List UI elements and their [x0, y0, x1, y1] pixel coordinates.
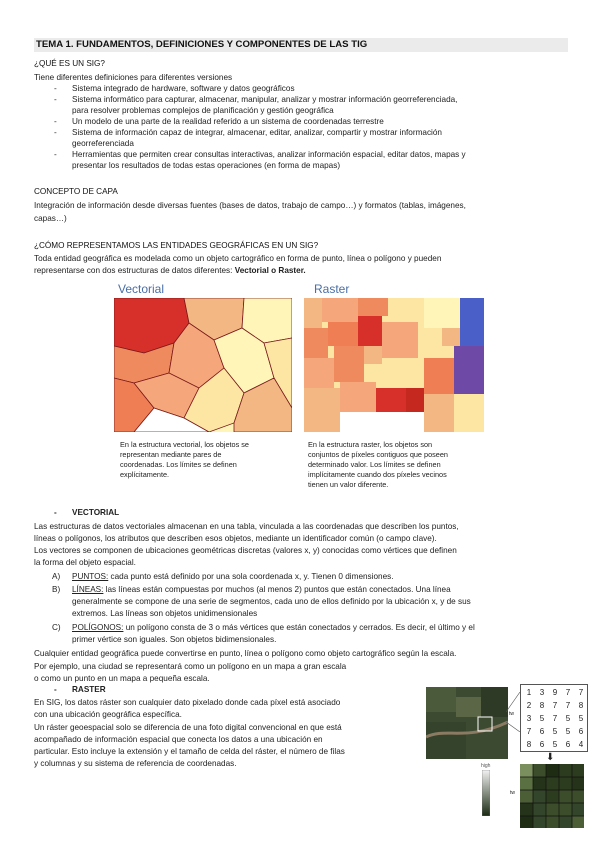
section-heading-representamos: ¿CÓMO REPRESENTAMOS LAS ENTIDADES GEOGRÁFICAS EN UN SIG? [34, 241, 319, 250]
list-item: para resolver problemas complejos de planificación y gestión geográfica [72, 106, 334, 115]
section-heading-vectorial: VECTORIAL [72, 508, 120, 517]
vectorial-text: líneas o polígonos, los atributos que describen esos objetos, mediante un identificador común (o campo clave). [34, 534, 437, 543]
item-b: LÍNEAS: las líneas están compuestas por muchos (al menos 2) puntos que están conectados. Una línea [72, 585, 451, 594]
pixel-grid-row-label: tw [510, 790, 515, 796]
grid-cell: 3 [539, 688, 545, 697]
representamos-text: representarse con dos estructuras de datos diferentes: Vectorial o Raster. [34, 266, 306, 275]
item-c: POLÍGONOS: un polígono consta de 3 o más vértices que están conectados y cerrados. Es decir, el último y el [72, 623, 475, 632]
raster-caption: En la estructura raster, los objetos son conjuntos de píxeles contiguos que poseen determinado valor. Los límites se definen implícitamente cuando dos píxeles vecinos tienen un valor diferente. [308, 440, 448, 489]
grid-cell: 7 [526, 727, 532, 736]
vectorial-after: Por ejemplo, una ciudad se representará como un polígono en un mapa a gran escala [34, 662, 347, 671]
vector-caption: En la estructura vectorial, los objetos se representan mediante pares de coordenadas. Los límites se definen explícitamente. [120, 440, 249, 479]
raster-map [304, 298, 484, 432]
bullet-dash: - [54, 685, 57, 694]
grid-cell: 8 [539, 701, 545, 710]
capa-text: Integración de información desde diversas fuentes (bases de datos, trabajo de campo…) y formatos (tablas, imágenes, [34, 201, 466, 210]
list-item: Sistema integrado de hardware, software y datos geográficos [72, 84, 295, 93]
raster-text: y columnas y su sistema de referencia de coordenadas. [34, 759, 237, 768]
bullet-dash: - [54, 128, 57, 137]
item-a: PUNTOS: cada punto está definido por una sola coordenada x, y. Tienen 0 dimensiones. [72, 572, 394, 581]
bullet-dash: - [54, 117, 57, 126]
grid-cell: 6 [539, 740, 545, 749]
raster-text: particular. Esto incluye la extensión y el tamaño de celda del ráster, el número de filas [34, 747, 345, 756]
satellite-image [426, 687, 508, 759]
grid-cell: 9 [552, 688, 558, 697]
capa-text: capas…) [34, 214, 67, 223]
page-title: TEMA 1. FUNDAMENTOS, DEFINICIONES Y COMPONENTES DE LAS TIG [34, 38, 568, 52]
bullet-dash: - [54, 508, 57, 517]
grid-cell: 2 [526, 701, 532, 710]
item-b: extremos. Las líneas son objetos unidimensionales [72, 609, 258, 618]
list-item: Herramientas que permiten crear consultas interactivas, analizar información espacial, editar datos, mapas y [72, 150, 466, 159]
grid-cell: 8 [578, 701, 584, 710]
representamos-text: Toda entidad geográfica es modelada como un objeto cartográfico en forma de punto, línea o polígono y pueden [34, 254, 442, 263]
list-item: Sistema informático para capturar, almacenar, manipular, analizar y mostrar información georreferenciada, [72, 95, 458, 104]
vectorial-after: Cualquier entidad geográfica puede convertirse en punto, línea o polígono como objeto cartográfico según la escala. [34, 649, 457, 658]
grid-cell: 6 [578, 727, 584, 736]
list-item: Sistema de información capaz de integrar, almacenar, editar, analizar, compartir y mostrar información [72, 128, 442, 137]
grid-cell: 3 [526, 714, 532, 723]
raster-text: En SIG, los datos ráster son cualquier dato pixelado donde cada píxel está asociado [34, 698, 341, 707]
list-item: presentar los resultados de todas estas operaciones (en forma de mapas) [72, 161, 341, 170]
grid-cell: 6 [565, 740, 571, 749]
raster-map-label: Raster [314, 282, 350, 296]
pixel-grid [520, 764, 584, 828]
section-heading-raster: RASTER [72, 685, 106, 694]
raster-text: Un ráster geoespacial solo se diferencia de una foto digital convencional en que está [34, 723, 342, 732]
grid-row-label: tw [509, 711, 514, 717]
grid-cell: 8 [526, 740, 532, 749]
list-item: Un modelo de una parte de la realidad referido a un sistema de coordenadas terrestre [72, 117, 384, 126]
item-b: generalmente se compone de una serie de segmentos, cada uno de ellos definido por la ubicación x, y de sus [72, 597, 471, 606]
vectorial-text: la forma del objeto espacial. [34, 558, 136, 567]
grid-cell: 1 [526, 688, 532, 697]
arrow-down-icon: ⬇ [546, 752, 555, 763]
grid-cell: 5 [565, 714, 571, 723]
section-heading-que-es: ¿QUÉ ES UN SIG? [34, 59, 105, 68]
item-a-label: A) [52, 572, 61, 581]
item-c: primer vértice son iguales. Son objetos bidimensionales. [72, 635, 277, 644]
grid-cell: 6 [539, 727, 545, 736]
grid-cell: 7 [552, 714, 558, 723]
grid-cell: 5 [539, 714, 545, 723]
grid-cell: 5 [552, 727, 558, 736]
item-c-label: C) [52, 623, 61, 632]
list-item: georreferenciada [72, 139, 134, 148]
vector-map-label: Vectorial [118, 282, 165, 296]
bullet-dash: - [54, 84, 57, 93]
grid-cell: 5 [578, 714, 584, 723]
raster-value-grid [520, 684, 588, 752]
raster-text: con una ubicación geográfica específica. [34, 710, 182, 719]
item-b-label: B) [52, 585, 61, 594]
grid-cell: 4 [578, 740, 584, 749]
grid-cell: 7 [565, 701, 571, 710]
vectorial-text: Los vectores se componen de ubicaciones geométricas discretas (valores x, y) conocidas como vértices que definen [34, 546, 457, 555]
grid-cell: 7 [552, 701, 558, 710]
grid-cell: 5 [565, 727, 571, 736]
raster-text: acompañado de información espacial que conecta los datos a una ubicación en [34, 735, 323, 744]
section-heading-capa: CONCEPTO DE CAPA [34, 187, 118, 196]
bullet-dash: - [54, 95, 57, 104]
que-es-intro: Tiene diferentes definiciones para diferentes versiones [34, 73, 233, 82]
grid-cell: 7 [565, 688, 571, 697]
color-ramp-legend [482, 770, 490, 816]
grid-cell: 7 [578, 688, 584, 697]
grid-cell: 5 [552, 740, 558, 749]
vector-map [114, 298, 292, 432]
bullet-dash: - [54, 150, 57, 159]
vectorial-text: Las estructuras de datos vectoriales almacenan en una tabla, vinculada a las coordenadas que describen los puntos, [34, 522, 459, 531]
legend-label: high [481, 763, 491, 769]
vectorial-after: o como un punto en un mapa a pequeña escala. [34, 674, 210, 683]
